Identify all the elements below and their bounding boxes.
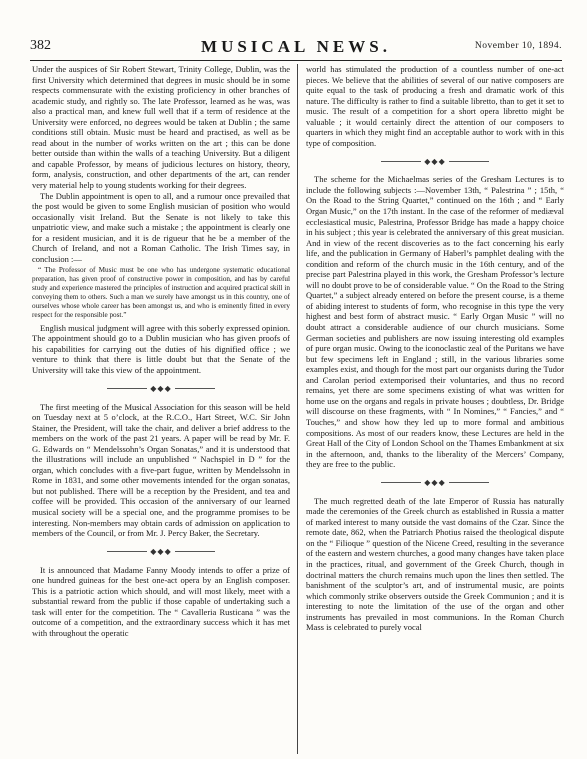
section-separator: ◆◆◆ [32, 376, 290, 402]
page-number: 382 [30, 38, 51, 53]
article-gresham-lectures: The scheme for the Michaelmas series of the Gresham Lectures is to include the following subjects :—November 13th, “ Palestrina ” ; 15th, “ On the Road to the String Quartet,” continued on the 16th ; and “ Early Organ Music,” on the 17th instant. In the case of the reformer of mediæval ecclesiastical music, Palestrina, Professor Bridge has made a happy choice in his subject ; this year is celebrated the anniversary of this great musician. And in view of the recent discoveries as to the fact concerning his early life, and the publication in Germany of Haberl’s pamphlet dealing with the condition and reform of the church music in the 16th century, and of the precise part Palestrina played in this work, the Gresham Professor’s lecture will no doubt prove to be of considerable value. “ On the Road to the String Quartet,” a subject already entered on before the present course, is a theme of abiding interest to students of form, who recognise in this type the very highest and best form of abstract music. “ Early Organ Music ” will no doubt attract a considerable audience of our church musicians. Some German societies and publishers are now issuing interesting old examples of pure organ music. Owing to the iconoclastic zeal of the Puritans we have but few specimens left in England ; still, in the various libraries some examples exist, and though for the most part our organists during the Tudor and Carolan period extemporised their voluntaries, and thus no record remains, yet there are some specimens existing of what was written for home use on the organs and regals in private houses ; doubtless, Dr. Bridge will discourse on these fragments, with “ In Nomines,” “ Fancies,” and “ Touches,” and show how they led up to more formal and ambitious compositions. As most of our readers know, these Lectures are held in the Great Hall of the City of London School on the Thames Embankment at six in the afternoon, and, thanks to the liberality of the Mercers’ Company, they are free to the public. [306, 174, 564, 470]
article-greek-church-music: The much regretted death of the late Emperor of Russia has naturally made the ceremonies of the Greek church as established in Russia a matter of marked interest to many outside the vast domains of the Czar. Since the remote date, 862, when the Patriarch Photius raised the theological dispute on the “ Filioque ” question of the Nicene Creed, resulting in the severance of the eastern and western churches, a good many changes have taken place in the practices, ritual, and government of the Greek Church, though in doctrinal matters the church remains much upon the lines then settled. The banishment of the sculptor’s art, and of instrumental music, are points which commonly strike observers outside the Greek Communion ; and it is interesting to note the limitation of the use of the organ and other instruments has prevailed in most communions. In the Roman Church Mass is celebrated to purely vocal [306, 495, 564, 633]
article-dublin-appointment: The Dublin appointment is open to all, and a rumour once prevailed that the post would be given to some English musician of position who would occasionally visit Ireland. But the Senate is not likely to take this unpatriotic view, and make such a mistake ; the appointment is clearly one for a resident musician, and it is de rigueur that he be a member of the Church of Ireland, and not a Roman Catholic. The Irish Times say, in conclusion :— [32, 190, 290, 264]
column-divider [297, 64, 298, 754]
issue-date: November 10, 1894. [474, 41, 562, 51]
article-musical-association: The first meeting of the Musical Association for this season will be held on Tuesday next at 5 o’clock, at the R.C.O., Hart Street, W.C. Sir John Stainer, the President, will take the chair, and deliver a brief address to the members on the work of the past 21 years. A paper will be read by Mr. F. G. Edwards on “ Mendelssohn’s Organ Sonatas,” and it is understood that the illustrations will include an unpublished “ Nachspiel in D ” for the organ, which concludes with a five-part fugue, written by Mendelssohn in Rome in 1831, and some other movements intended for the organ sonatas, but not published. There will be a reception by the President, and tea and coffee will be provided. This occasion of the anniversary of our learned musical society will be a special one, and the programme promises to be interesting. Non-members may obtain cards of admission on application to members of the Council, or from Mr. J. Percy Baker, the Secretary. [32, 401, 290, 539]
header-rule [30, 60, 562, 61]
article-one-act-opera-continued: world has stimulated the production of a countless number of one-act pieces. We believe that the abilities of several of our native composers are quite equal to the task of producing a fresh and dramatic work of this nature. The difficulty is rather to find a suitable libretto, than to get it set to music. The result of a competition for a short opera libretto might be valuable ; it would certainly direct the attention of our composers to quarters in which they might find an acceptable author to work with in this type of composition. [306, 64, 564, 148]
section-separator: ◆◆◆ [32, 539, 290, 565]
left-column [32, 64, 290, 754]
article-musical-judgment: English musical judgment will agree with this soberly expressed opinion. The appointment should go to a Dublin musician who has given proofs of his capabilities for carrying out the duties of his dignified office ; we venture to think that there is little doubt but that the Senate of the University will take this view of the appointment. [32, 322, 290, 376]
irish-times-quote: “ The Professor of Music must be one who has undergone systematic educational preparation, has given proof of constructive power in composition, and has by careful study and experience mastered the principles of instruction and acquired practical skill in conveying them to others. Such a man we surely have amongst us in this country, one of ourselves whose whole career has been amongst us, and who is eminently fitted in every respect for the responsible post.” [32, 266, 290, 319]
article-dublin-professorship: Under the auspices of Sir Robert Stewart, Trinity College, Dublin, was the first University which determined that degrees in music should be in some respects commensurate with the existing proficiency in other branches of academic study, and rightly so. The late Professor, learned as he was, was also a practical man, and knew full well that if a term of residence at the University were enforced, no degrees would be taken at Dublin ; the same conditions still obtain. Music must be heard and practised, as well as be read about in the number of works written on the art ; this can be done better outside than within the walls of a teaching University. But a diligent and capable Professor, by means of judicious lectures on history, theory, form, analysis, construction, and other departments of the art, can render very material help to young students working for their degrees. [32, 64, 290, 191]
right-column [306, 64, 564, 754]
page-header [30, 38, 562, 58]
journal-title: MUSICAL NEWS. [201, 37, 391, 56]
section-separator: ◆◆◆ [306, 148, 564, 174]
article-opera-prize: It is announced that Madame Fanny Moody intends to offer a prize of one hundred guineas for the best one-act opera by an English composer. This is a patriotic action which should, and will most likely, meet with a substantial reward from the public if those capable of undertaking such a task will enter for the competition. The “ Cavalleria Rusticana ” was the outcome of a competition, and the extraordinary success which it has met with throughout the operatic [32, 564, 290, 638]
section-separator: ◆◆◆ [306, 470, 564, 496]
